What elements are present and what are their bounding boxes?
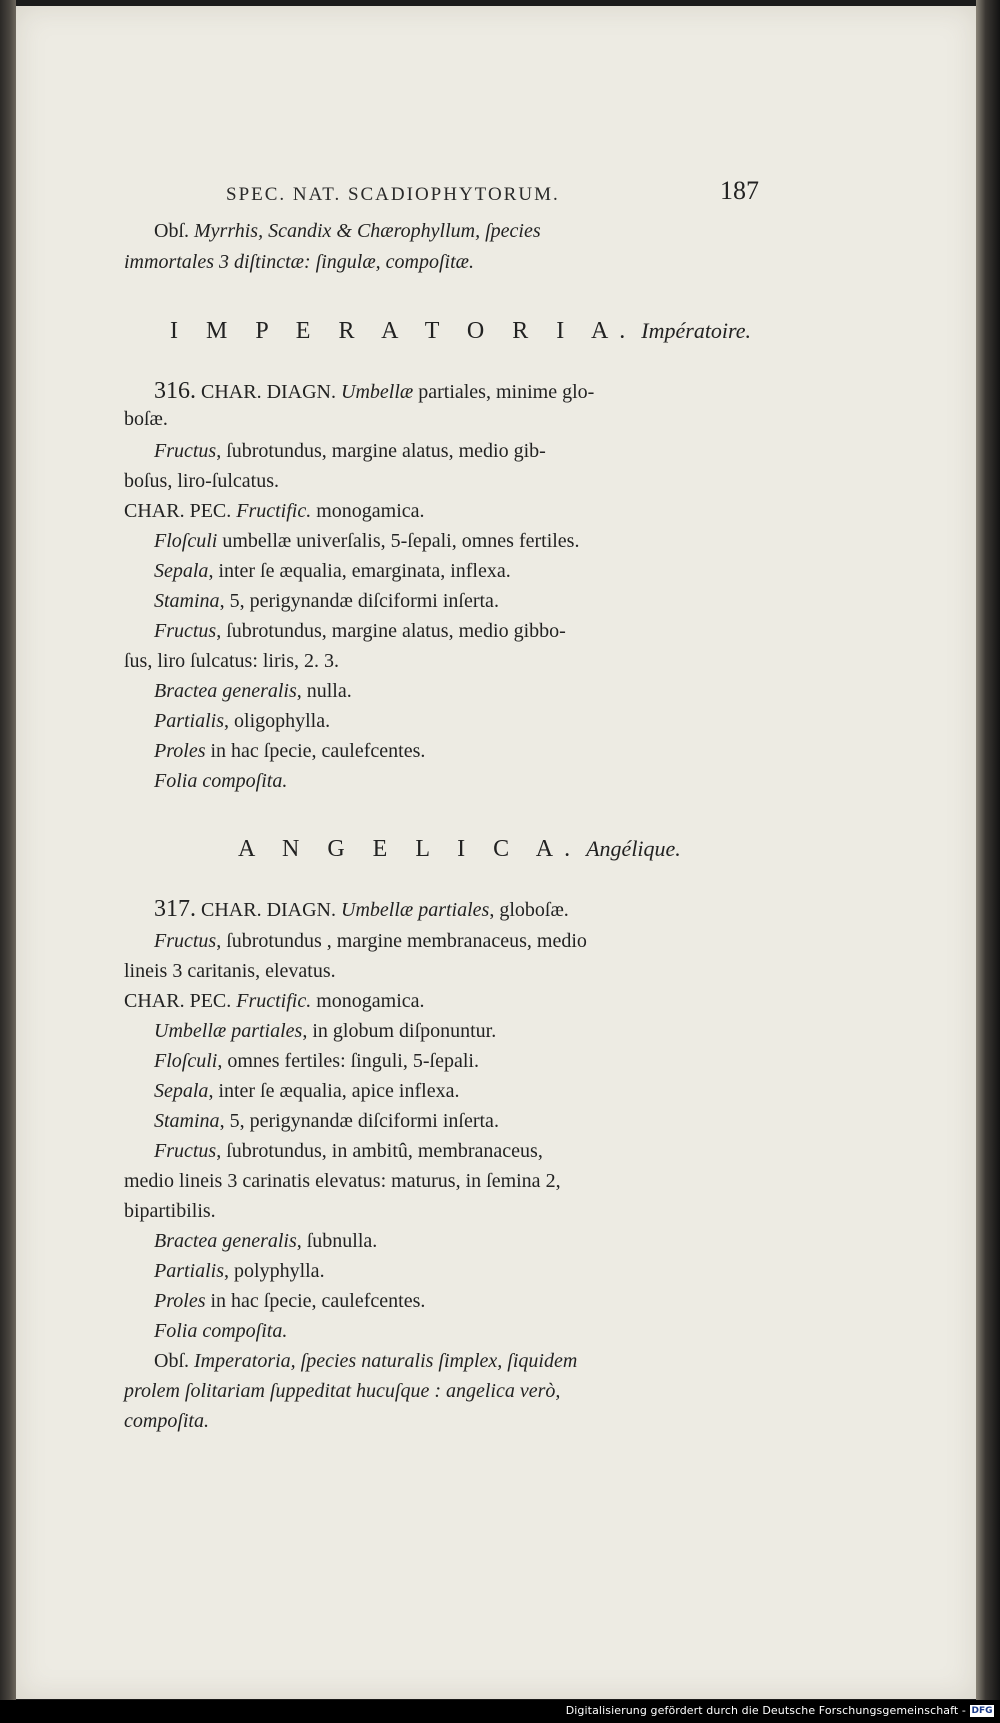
fructus-pec-317-cont2: bipartibilis. bbox=[124, 1200, 216, 1222]
diag-317 bbox=[154, 896, 569, 923]
pec-label: CHAR. PEC. bbox=[124, 500, 232, 522]
fructus2-label: Fructus bbox=[154, 1140, 217, 1162]
bractea-label: Bractea generalis bbox=[154, 1230, 297, 1252]
diag-rest: partiales, minime glo- bbox=[418, 381, 595, 403]
sepala-label: Sepala bbox=[154, 1080, 209, 1102]
fructus2-label: Fructus bbox=[154, 620, 217, 642]
stamina-rest: , 5, perigynandæ diſciformi inſerta. bbox=[219, 590, 499, 612]
folia-317 bbox=[154, 1318, 287, 1344]
fructus-rest: , ſubrotundus , margine membranaceus, medio bbox=[216, 930, 587, 952]
partialis-label: Partialis bbox=[154, 710, 225, 732]
fructus2-rest: , ſubrotundus, in ambitû, membranaceus, bbox=[216, 1140, 543, 1162]
genus-french: Impératoire. bbox=[641, 318, 752, 343]
flosculi-317 bbox=[154, 1048, 479, 1074]
diag-316-cont: boſæ. bbox=[124, 408, 168, 430]
sepala-316 bbox=[154, 558, 511, 584]
folia-text: Folia compoſita. bbox=[154, 770, 288, 792]
entry-number: 317. bbox=[154, 896, 196, 922]
obs-angelica-line-1 bbox=[154, 1348, 577, 1374]
flosculi-rest: , omnes fertiles: ſinguli, 5-ſepali. bbox=[217, 1050, 479, 1072]
stamina-316 bbox=[154, 588, 499, 614]
genus-heading-imperatoria bbox=[170, 318, 751, 345]
genus-name: I M P E R A T O R I A. bbox=[170, 318, 637, 344]
diag-label: CHAR. DIAGN. bbox=[201, 381, 336, 403]
fructus-label: Fructus bbox=[154, 440, 217, 462]
obs-line-3-text: compoſita. bbox=[124, 1410, 209, 1432]
pec-rest: monogamica. bbox=[316, 990, 425, 1012]
umbellae-label: Umbellæ partiales bbox=[154, 1020, 303, 1042]
pec-rest: monogamica. bbox=[316, 500, 425, 522]
partialis-316 bbox=[154, 708, 330, 734]
folia-316 bbox=[154, 768, 287, 794]
entry-number: 316. bbox=[154, 378, 196, 404]
page-number: 187 bbox=[720, 176, 759, 205]
fructus-pec-317 bbox=[154, 1138, 543, 1164]
intro-line-2 bbox=[124, 249, 474, 275]
diag-italic: Umbellæ partiales bbox=[341, 899, 490, 921]
sepala-label: Sepala bbox=[154, 560, 209, 582]
bractea-317 bbox=[154, 1228, 377, 1254]
obs-angelica-line-3 bbox=[124, 1408, 209, 1434]
fructus-diag-316 bbox=[154, 438, 546, 464]
pec-316 bbox=[124, 498, 425, 524]
diag-label: CHAR. DIAGN. bbox=[201, 899, 336, 921]
sepala-rest: , inter ſe æqualia, emarginata, inflexa. bbox=[208, 560, 511, 582]
flosculi-316 bbox=[154, 528, 579, 554]
fructus-diag-317 bbox=[154, 928, 587, 954]
intro-line-1-text: Myrrhis, Scandix & Chærophyllum, ſpecies bbox=[194, 220, 541, 242]
proles-rest: in hac ſpecie, caulefcentes. bbox=[210, 740, 426, 762]
obs-angelica-line-2 bbox=[124, 1378, 560, 1404]
fructus-pec-316 bbox=[154, 618, 566, 644]
umbellae-rest: , in globum diſponuntur. bbox=[302, 1020, 497, 1042]
bractea-rest: , nulla. bbox=[296, 680, 352, 702]
pec-317 bbox=[124, 988, 425, 1014]
sepala-317 bbox=[154, 1078, 459, 1104]
digitization-footer bbox=[0, 1700, 1000, 1723]
flosculi-label: Floſculi bbox=[154, 530, 218, 552]
intro-line-1 bbox=[154, 218, 541, 244]
intro-line-2-text: immortales 3 diſtinctæ: ſingulæ, compoſitæ. bbox=[124, 251, 474, 273]
flosculi-rest: umbellæ univerſalis, 5-ſepali, omnes fertiles. bbox=[222, 530, 580, 552]
fructus-diag-317-cont: lineis 3 caritanis, elevatus. bbox=[124, 960, 336, 982]
folia-text: Folia compoſita. bbox=[154, 1320, 288, 1342]
obs-line-1-text: Imperatoria, ſpecies naturalis ſimplex, ſiquidem bbox=[194, 1350, 578, 1372]
pec-fructific: Fructific. bbox=[236, 990, 312, 1012]
proles-316 bbox=[154, 738, 425, 764]
proles-label: Proles bbox=[154, 1290, 206, 1312]
bractea-316 bbox=[154, 678, 352, 704]
partialis-label: Partialis bbox=[154, 1260, 225, 1282]
genus-french: Angélique. bbox=[586, 836, 681, 861]
proles-rest: in hac ſpecie, caulefcentes. bbox=[210, 1290, 426, 1312]
stamina-rest: , 5, perigynandæ diſciformi inſerta. bbox=[219, 1110, 499, 1132]
fructus2-rest: , ſubrotundus, margine alatus, medio gibbo- bbox=[216, 620, 566, 642]
proles-label: Proles bbox=[154, 740, 206, 762]
partialis-rest: , polyphylla. bbox=[224, 1260, 325, 1282]
dfg-logo-icon: DFG bbox=[971, 1706, 993, 1716]
partialis-rest: , oligophylla. bbox=[224, 710, 331, 732]
page-content bbox=[16, 6, 976, 1699]
umbellae-317 bbox=[154, 1018, 496, 1044]
book-edge-right bbox=[976, 0, 1000, 1723]
stamina-label: Stamina bbox=[154, 1110, 220, 1132]
genus-name: A N G E L I C A. bbox=[238, 836, 582, 862]
genus-heading-angelica bbox=[238, 836, 681, 863]
obs-label: Obſ. bbox=[154, 1350, 189, 1372]
sepala-rest: , inter ſe æqualia, apice inflexa. bbox=[208, 1080, 460, 1102]
proles-317 bbox=[154, 1288, 425, 1314]
obs-line-2-text: prolem ſolitariam ſuppeditat hucuſque : angelica verò, bbox=[124, 1380, 561, 1402]
obs-label: Obſ. bbox=[154, 220, 189, 242]
running-head: SPEC. NAT. SCADIOPHYTORUM. bbox=[226, 184, 560, 205]
stamina-label: Stamina bbox=[154, 590, 220, 612]
diag-316 bbox=[154, 378, 594, 405]
partialis-317 bbox=[154, 1258, 325, 1284]
flosculi-label: Floſculi bbox=[154, 1050, 218, 1072]
fructus-rest: , ſubrotundus, margine alatus, medio gib- bbox=[216, 440, 546, 462]
fructus-diag-316-cont: boſus, liro-ſulcatus. bbox=[124, 470, 279, 492]
bractea-label: Bractea generalis bbox=[154, 680, 297, 702]
bractea-rest: , ſubnulla. bbox=[296, 1230, 378, 1252]
fructus-pec-317-cont: medio lineis 3 carinatis elevatus: maturus, in ſemina 2, bbox=[124, 1170, 561, 1192]
book-binding-left bbox=[0, 0, 16, 1723]
funding-credit: Digitalisierung gefördert durch die Deutsche Forschungsgemeinschaft - bbox=[565, 1704, 966, 1717]
fructus-label: Fructus bbox=[154, 930, 217, 952]
diag-umbellae: Umbellæ bbox=[341, 381, 414, 403]
fructus-pec-316-cont: ſus, liro ſulcatus: liris, 2. 3. bbox=[124, 650, 339, 672]
book-page bbox=[16, 6, 976, 1699]
diag-rest: , globoſæ. bbox=[489, 899, 569, 921]
pec-fructific: Fructific. bbox=[236, 500, 312, 522]
stamina-317 bbox=[154, 1108, 499, 1134]
pec-label: CHAR. PEC. bbox=[124, 990, 232, 1012]
